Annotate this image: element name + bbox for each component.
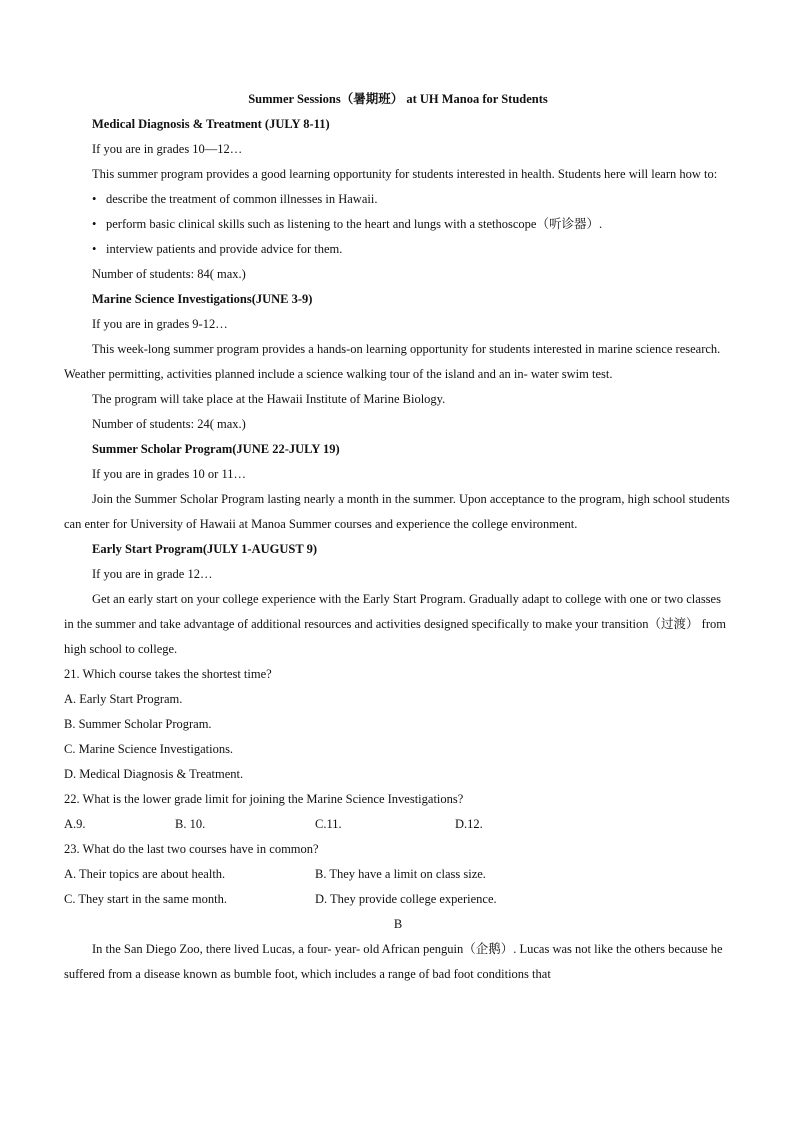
program-heading-marine: Marine Science Investigations(JUNE 3-9) [92,292,313,306]
q22-option-a: A.9. [64,817,86,831]
q23-option-d: D. They provide college experience. [315,892,497,906]
q23-options-row-2 [64,887,732,912]
q21-option-a: A. Early Start Program. [64,692,183,706]
section-b-paragraph: In the San Diego Zoo, there lived Lucas, a four- year- old African penguin（企鹅）. Lucas was not like the others because he suffered from a disease known as bumble foot, which includes a range of bad foot conditions that [64,942,723,981]
program-desc-medical: This summer program provides a good learning opportunity for students interested in health. Students here will learn how to: [92,167,718,181]
bullet-item [64,237,732,262]
bullet-icon: • [92,242,97,256]
q23-options-row-1 [64,862,732,887]
program-grades-scholar: If you are in grades 10 or 11… [92,467,247,481]
program-grades-marine: If you are in grades 9-12… [92,317,228,331]
document-content [64,87,732,987]
q22-option-c: C.11. [315,817,342,831]
program-location-marine: The program will take place at the Hawaii Institute of Marine Biology. [92,392,446,406]
q23-option-b: B. They have a limit on class size. [315,867,486,881]
program-desc-early-start: Get an early start on your college experience with the Early Start Program. Gradually adapt to college with one or two classes in the summer and take advantage of additional resources and activities designed specifically to make your transition（过渡） from high school to college. [64,592,726,656]
section-b-label: B [393,917,403,931]
program-number-medical: Number of students: 84( max.) [92,267,246,281]
program-heading-early-start: Early Start Program(JULY 1-AUGUST 9) [92,542,317,556]
bullet-icon: • [92,192,97,206]
q22-options [64,812,732,837]
question-21: 21. Which course takes the shortest time? [64,667,272,681]
bullet-text: describe the treatment of common illnesses in Hawaii. [106,192,378,206]
bullet-text: perform basic clinical skills such as listening to the heart and lungs with a stethoscope（听诊器）. [106,217,603,231]
bullet-item [64,187,732,212]
question-22: 22. What is the lower grade limit for joining the Marine Science Investigations? [64,792,464,806]
page-title: Summer Sessions（暑期班） at UH Manoa for Students [248,92,548,106]
q23-option-c: C. They start in the same month. [64,892,227,906]
program-desc-marine: This week-long summer program provides a hands-on learning opportunity for students interested in marine science research. Weather permitting, activities planned include a science walking tour of the island and an in- water swim test. [64,342,721,381]
q21-option-c: C. Marine Science Investigations. [64,742,234,756]
bullet-item [64,212,732,237]
program-grades-medical: If you are in grades 10—12… [92,142,243,156]
program-desc-scholar: Join the Summer Scholar Program lasting nearly a month in the summer. Upon acceptance to the program, high school students can enter for University of Hawaii at Manoa Summer courses and experience the college environment. [64,492,730,531]
program-heading-medical: Medical Diagnosis & Treatment (JULY 8-11) [92,117,330,131]
q21-option-d: D. Medical Diagnosis & Treatment. [64,767,244,781]
q22-option-b: B. 10. [175,817,206,831]
bullet-icon: • [92,217,97,231]
program-heading-scholar: Summer Scholar Program(JUNE 22-JULY 19) [92,442,340,456]
question-23: 23. What do the last two courses have in common? [64,842,319,856]
program-grades-early-start: If you are in grade 12… [92,567,213,581]
q22-option-d: D.12. [455,817,483,831]
bullet-text: interview patients and provide advice for them. [106,242,343,256]
q21-option-b: B. Summer Scholar Program. [64,717,212,731]
q23-option-a: A. Their topics are about health. [64,867,226,881]
program-number-marine: Number of students: 24( max.) [92,417,246,431]
